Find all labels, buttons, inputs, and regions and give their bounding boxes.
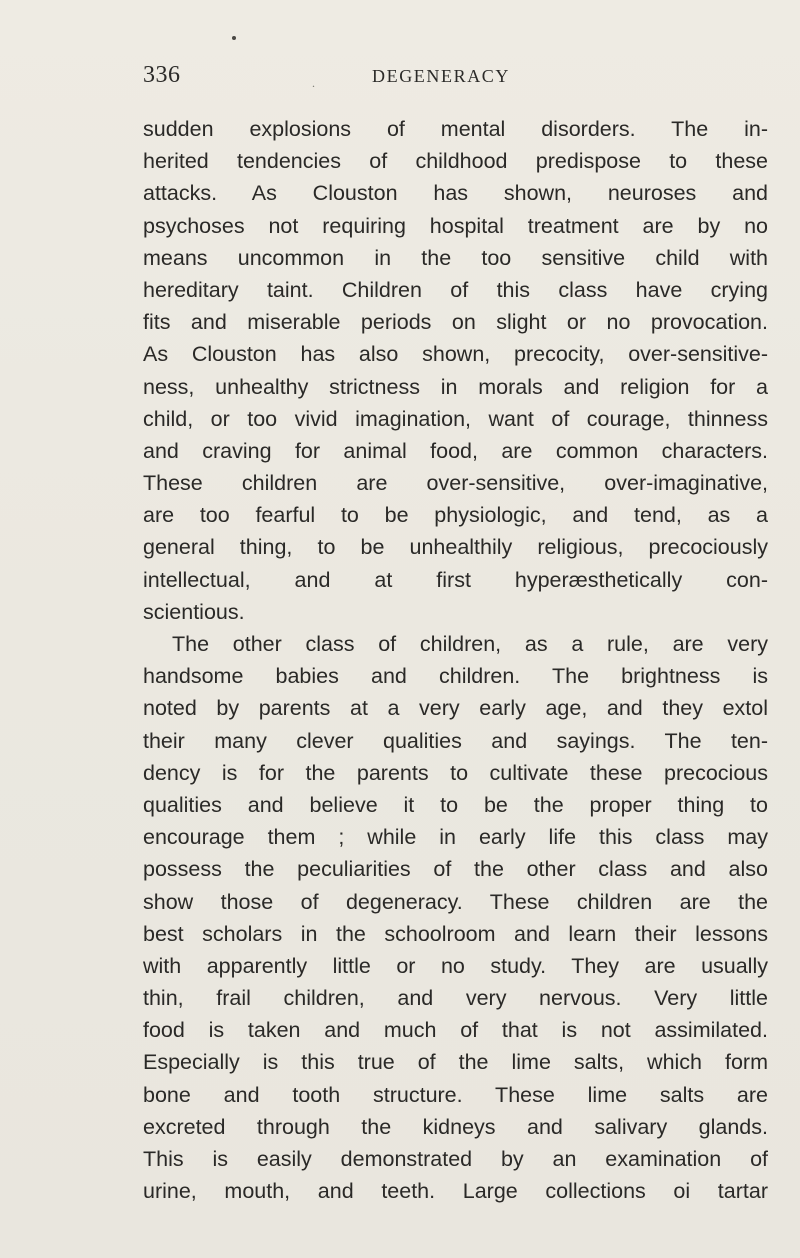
text-line: herited tendencies of childhood predispose to these: [143, 149, 768, 174]
text-line: urine, mouth, and teeth. Large collections oi tartar: [143, 1179, 768, 1204]
text-line: excreted through the kidneys and salivary glands.: [143, 1114, 768, 1139]
text-line: encourage them ; while in early life this class may: [143, 825, 768, 850]
text-line: intellectual, and at first hyperæsthetically con-: [143, 567, 768, 592]
text-line: child, or too vivid imagination, want of courage, thinness: [143, 406, 768, 431]
text-line: show those of degeneracy. These children are the: [143, 889, 768, 914]
text-line: best scholars in the schoolroom and learn their lessons: [143, 921, 768, 946]
text-line: bone and tooth structure. These lime salts are: [143, 1082, 768, 1107]
text-line: means uncommon in the too sensitive child with: [143, 245, 768, 270]
text-line: These children are over-sensitive, over-imaginative,: [143, 471, 768, 496]
body-text: [143, 113, 768, 1207]
text-line: are too fearful to be physiologic, and tend, as a: [143, 503, 768, 528]
paragraph-1: [143, 113, 768, 628]
text-line: scientious.: [143, 599, 245, 624]
text-line: qualities and believe it to be the proper thing to: [143, 792, 768, 817]
text-line: dency is for the parents to cultivate these precocious: [143, 760, 768, 785]
text-line: noted by parents at a very early age, and they extol: [143, 696, 768, 721]
text-line: attacks. As Clouston has shown, neuroses and: [143, 181, 768, 206]
text-line: The other class of children, as a rule, are very: [172, 632, 768, 656]
header-separator: .: [312, 76, 315, 90]
page-header: [143, 60, 763, 94]
text-line: thin, frail children, and very nervous. Very little: [143, 986, 768, 1011]
text-line: psychoses not requiring hospital treatment are by no: [143, 213, 768, 238]
text-line: with apparently little or no study. They are usually: [143, 953, 768, 978]
text-line: sudden explosions of mental disorders. The in-: [143, 117, 768, 141]
text-line: This is easily demonstrated by an examination of: [143, 1147, 768, 1171]
text-line: handsome babies and children. The brightness is: [143, 664, 768, 689]
text-line: possess the peculiarities of the other class and also: [143, 857, 768, 882]
ink-speck: [232, 36, 236, 40]
text-line: fits and miserable periods on slight or no provocation.: [143, 310, 768, 335]
running-head: DEGENERACY: [372, 66, 510, 86]
text-line: and craving for animal food, are common characters.: [143, 438, 768, 463]
text-line: general thing, to be unhealthily religious, precociously: [143, 535, 768, 560]
text-line: Especially is this true of the lime salts, which form: [143, 1050, 768, 1075]
text-line: As Clouston has also shown, precocity, over-sensitive-: [143, 342, 768, 367]
text-line: ness, unhealthy strictness in morals and religion for a: [143, 374, 768, 399]
text-line: their many clever qualities and sayings. The ten-: [143, 728, 768, 753]
page-number: 336: [143, 62, 181, 88]
text-line: food is taken and much of that is not assimilated.: [143, 1018, 768, 1043]
text-line: hereditary taint. Children of this class have crying: [143, 277, 768, 302]
paragraph-2: [143, 628, 768, 1207]
